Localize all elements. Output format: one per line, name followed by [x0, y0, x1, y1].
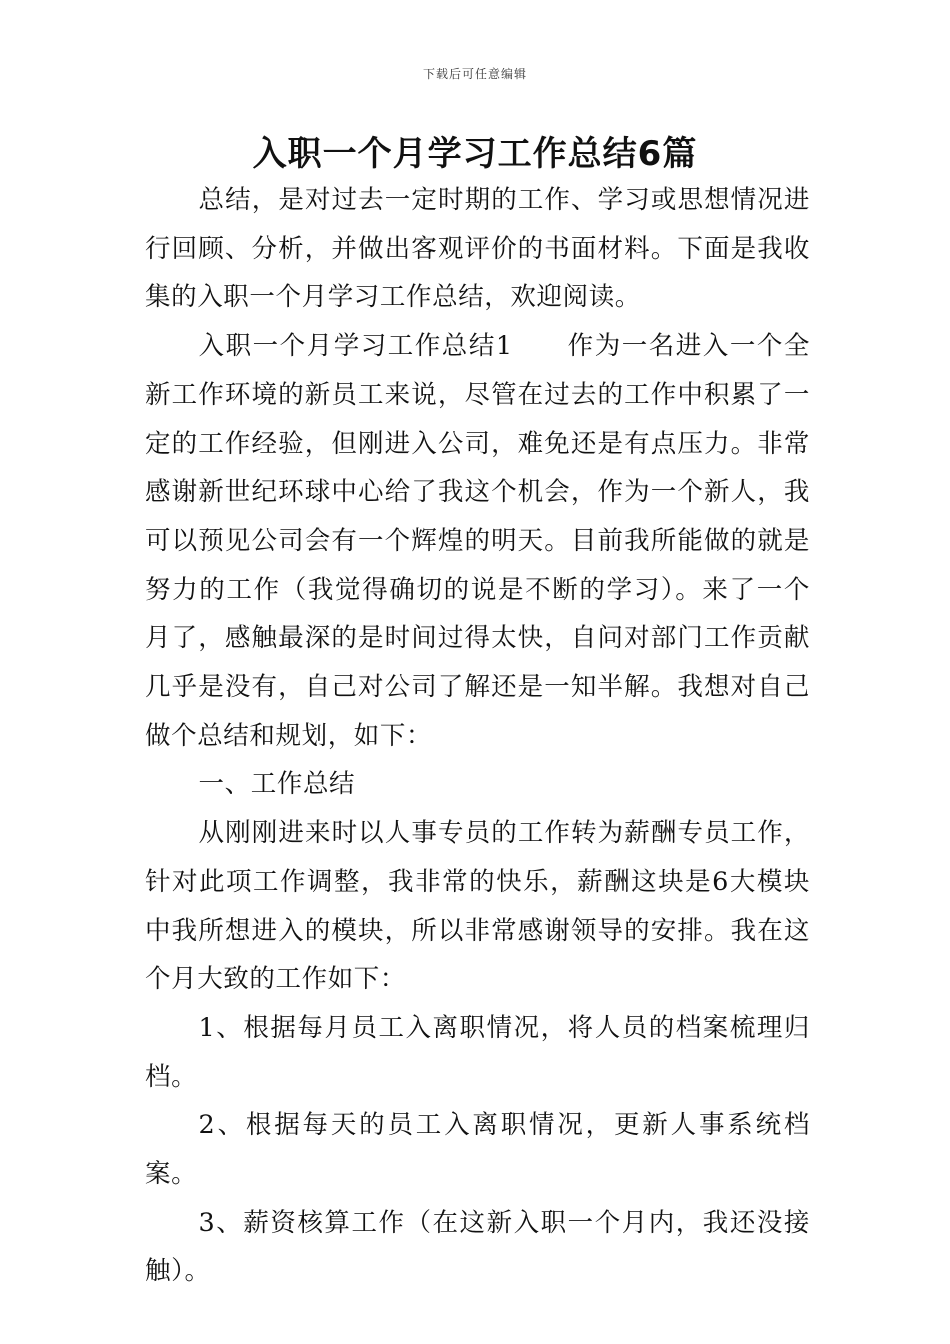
list-item: 1、根据每月员工入离职情况，将人员的档案梳理归档。: [145, 1012, 810, 1092]
summary-1-paragraph: 入职一个月学习工作总结1 作为一名进入一个全新工作环境的新员工来说，尽管在过去的工作中积累了一定的工作经验，但刚进入公司，难免还是有点压力。非常感谢新世纪环球中心给了我这个机会，作为一个新人，我可以预见公司会有一个辉煌的明天。目前我所能做的就是努力的工作（我觉得确切的说是不断的学习）。来了一个月了，感触最深的是时间过得太快，自问对部门工作贡献几乎是没有，自己对公司了解还是一知半解。我想对自己做个总结和规划，如下：: [145, 331, 810, 751]
document-body: [145, 176, 810, 1296]
list-item: 3、薪资核算工作（在这新入职一个月内，我还没接触）。: [145, 1207, 810, 1287]
intro-paragraph: 总结，是对过去一定时期的工作、学习或思想情况进行回顾、分析，并做出客观评价的书面材料。下面是我收集的入职一个月学习工作总结，欢迎阅读。: [145, 185, 810, 313]
section-intro-paragraph: 从刚刚进来时以人事专员的工作转为薪酬专员工作，针对此项工作调整，我非常的快乐，薪酬这块是6大模块中我所想进入的模块，所以非常感谢领导的安排。我在这个月大致的工作如下：: [145, 818, 810, 995]
header-note: 下载后可任意编辑: [422, 67, 527, 81]
document-title: 入职一个月学习工作总结6篇: [252, 134, 698, 174]
list-item: 2、根据每天的员工入离职情况，更新人事系统档案。: [145, 1110, 810, 1190]
section-heading: 一、工作总结: [198, 769, 356, 800]
